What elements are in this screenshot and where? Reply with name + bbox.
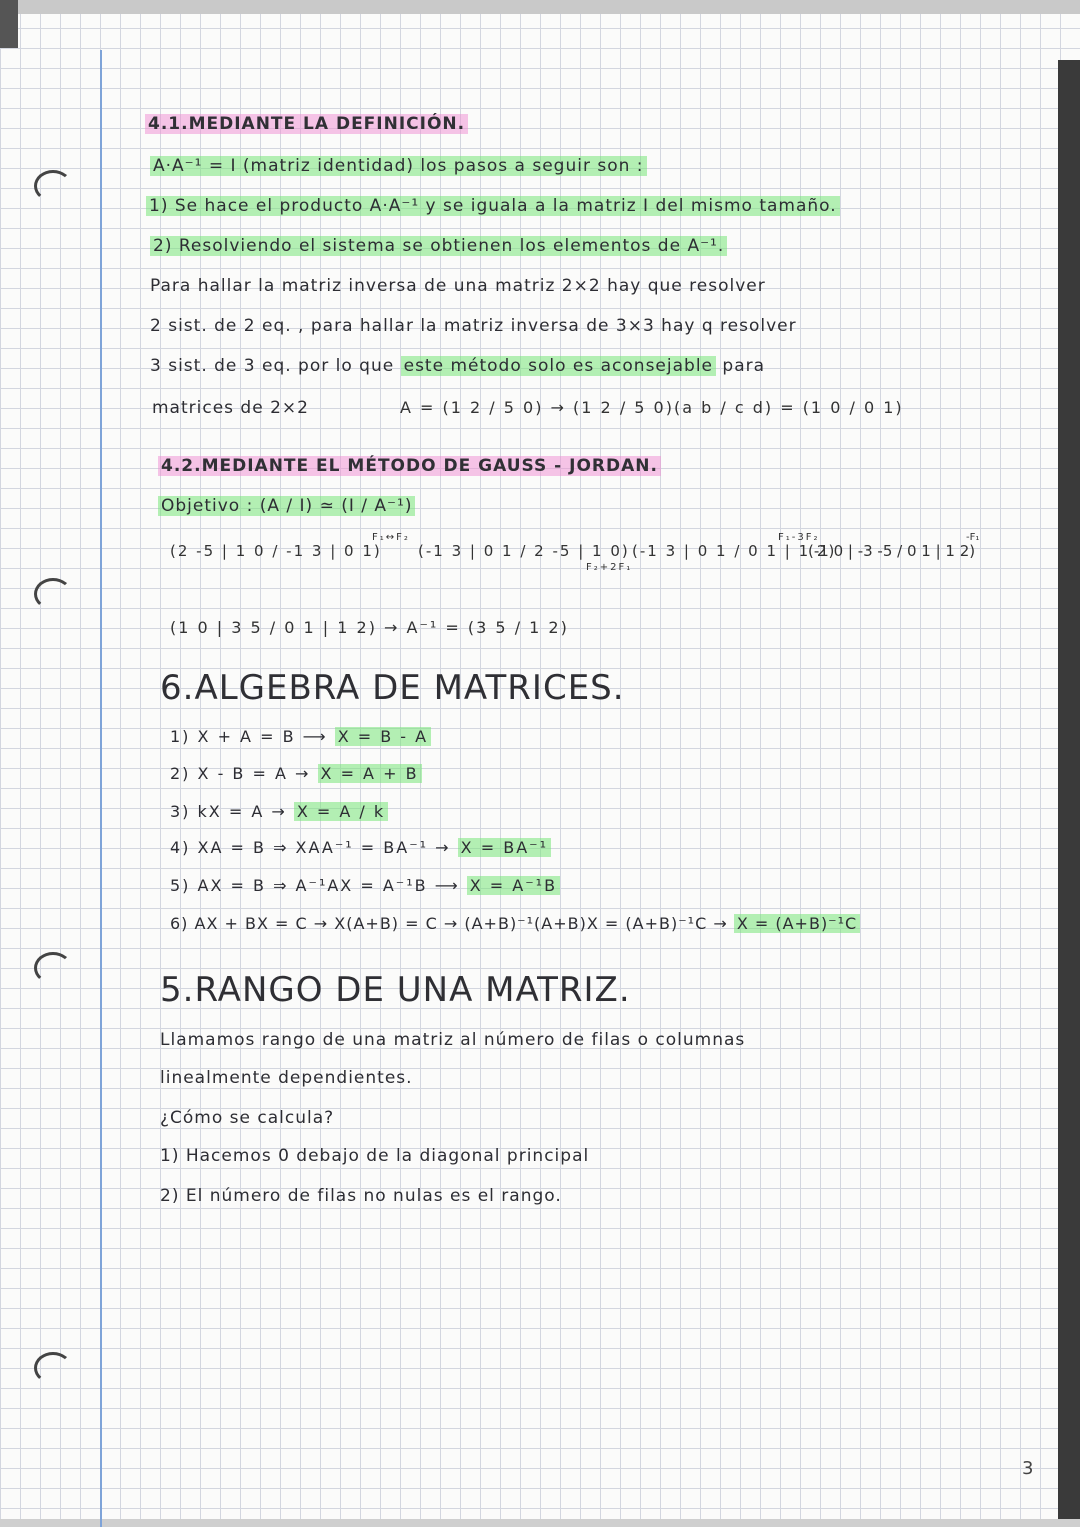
arrow-icon: ⟶ <box>434 876 467 895</box>
rule-number: 6) <box>170 914 189 933</box>
text-line: 1) Hacemos 0 debajo de la diagonal principal <box>160 1146 590 1166</box>
arrow-icon: ⟶ <box>302 727 335 746</box>
text-line: matrices de 2×2 <box>152 398 309 418</box>
algebra-rule <box>170 764 422 783</box>
rule-equation: kX = A <box>197 802 265 821</box>
scan-corner-shadow <box>0 0 18 48</box>
section-heading <box>158 456 661 476</box>
scan-bottom-border <box>0 1519 1080 1527</box>
inverse-example: A = (1 2 / 5 0) → (1 2 / 5 0)(a b / c d) = (1 0 / 0 1) <box>400 398 904 417</box>
rule-number: 2) <box>170 764 191 783</box>
row-operation: -F₁ <box>966 532 980 543</box>
text-line: Para hallar la matriz inversa de una matriz 2×2 hay que resolver <box>150 276 766 296</box>
step-text: 1) Se hace el producto A·A⁻¹ y se iguala a la matriz I del mismo tamaño. <box>146 196 840 216</box>
algebra-rule <box>170 876 560 895</box>
gauss-step-matrix: (-1 0 | -3 -5 / 0 1 | 1 2) <box>808 542 976 560</box>
rule-number: 5) <box>170 876 191 895</box>
text-fragment: para <box>722 356 766 376</box>
rule-equation: AX = B ⇒ A⁻¹AX = A⁻¹B <box>197 876 428 895</box>
algebra-rule <box>170 727 431 746</box>
gauss-step-matrix: (2 -5 | 1 0 / -1 3 | 0 1) <box>170 542 382 560</box>
arrow-icon: → <box>271 802 294 821</box>
arrow-icon: → <box>295 764 318 783</box>
heading-text: 4.1.MEDIANTE LA DEFINICIÓN. <box>145 114 468 134</box>
algebra-rule <box>170 802 388 821</box>
heading-text: 4.2.MEDIANTE EL MÉTODO DE GAUSS - JORDAN. <box>158 456 661 476</box>
text-line <box>150 236 727 256</box>
algebra-rule <box>170 838 551 857</box>
rule-solution: X = BA⁻¹ <box>458 838 551 857</box>
rule-equation: X + A = B <box>197 727 296 746</box>
margin-line <box>100 50 102 1527</box>
text-line <box>158 496 415 516</box>
rule-solution: X = B - A <box>335 727 431 746</box>
step-text: 2) Resolviendo el sistema se obtienen los elementos de A⁻¹. <box>150 236 727 256</box>
highlighted-fragment: este método solo es aconsejable <box>401 356 716 376</box>
scan-top-border <box>0 0 1080 14</box>
rule-solution: X = A + B <box>318 764 422 783</box>
text-line: 2) El número de filas no nulas es el rango. <box>160 1186 562 1206</box>
rule-solution: X = A⁻¹B <box>467 876 560 895</box>
rule-number: 4) <box>170 838 191 857</box>
rule-solution: X = (A+B)⁻¹C <box>734 914 860 933</box>
gauss-result: (1 0 | 3 5 / 0 1 | 1 2) → A⁻¹ = (3 5 / 1 2) <box>170 618 569 637</box>
text-line: 2 sist. de 2 eq. , para hallar la matriz inversa de 3×3 hay q resolver <box>150 316 797 336</box>
rule-equation: X - B = A <box>197 764 288 783</box>
section-heading-large: 6.ALGEBRA DE MATRICES. <box>160 668 625 708</box>
ring-hole <box>34 170 72 202</box>
rule-equation: XA = B ⇒ XAA⁻¹ = BA⁻¹ <box>197 838 429 857</box>
arrow-icon: → <box>713 914 734 933</box>
row-operation: F₁↔F₂ <box>372 532 410 543</box>
rule-number: 3) <box>170 802 191 821</box>
definition-text: A·A⁻¹ = I (matriz identidad) los pasos a seguir son : <box>150 156 647 176</box>
page-number: 3 <box>1022 1458 1034 1479</box>
text-line: linealmente dependientes. <box>160 1068 413 1088</box>
scan-right-border <box>1058 60 1080 1527</box>
text-line <box>146 196 840 216</box>
text-fragment: 3 sist. de 3 eq. por lo que <box>150 356 395 376</box>
text-line: Llamamos rango de una matriz al número de filas o columnas <box>160 1030 746 1050</box>
section-heading <box>145 114 468 134</box>
gauss-step-matrix: (-1 3 | 0 1 / 0 1 | 1 2) <box>632 542 837 560</box>
section-heading-large: 5.RANGO DE UNA MATRIZ. <box>160 970 631 1010</box>
arrow-icon: → <box>435 838 458 857</box>
objective-text: Objetivo : (A / I) ≃ (I / A⁻¹) <box>158 496 415 516</box>
row-operation: F₁-3F₂ <box>778 532 820 543</box>
algebra-rule <box>170 914 860 933</box>
ring-hole <box>34 578 72 610</box>
ring-hole <box>34 1352 72 1384</box>
ring-hole <box>34 952 72 984</box>
rule-equation: AX + BX = C → X(A+B) = C → (A+B)⁻¹(A+B)X = (A+B)⁻¹C <box>194 914 708 933</box>
text-line <box>150 156 647 176</box>
text-line <box>150 356 765 376</box>
row-operation: F₂+2F₁ <box>586 562 633 573</box>
rule-number: 1) <box>170 727 191 746</box>
text-line: ¿Cómo se calcula? <box>160 1108 335 1128</box>
rule-solution: X = A / k <box>294 802 388 821</box>
gauss-step-matrix: (-1 3 | 0 1 / 2 -5 | 1 0) <box>418 542 630 560</box>
